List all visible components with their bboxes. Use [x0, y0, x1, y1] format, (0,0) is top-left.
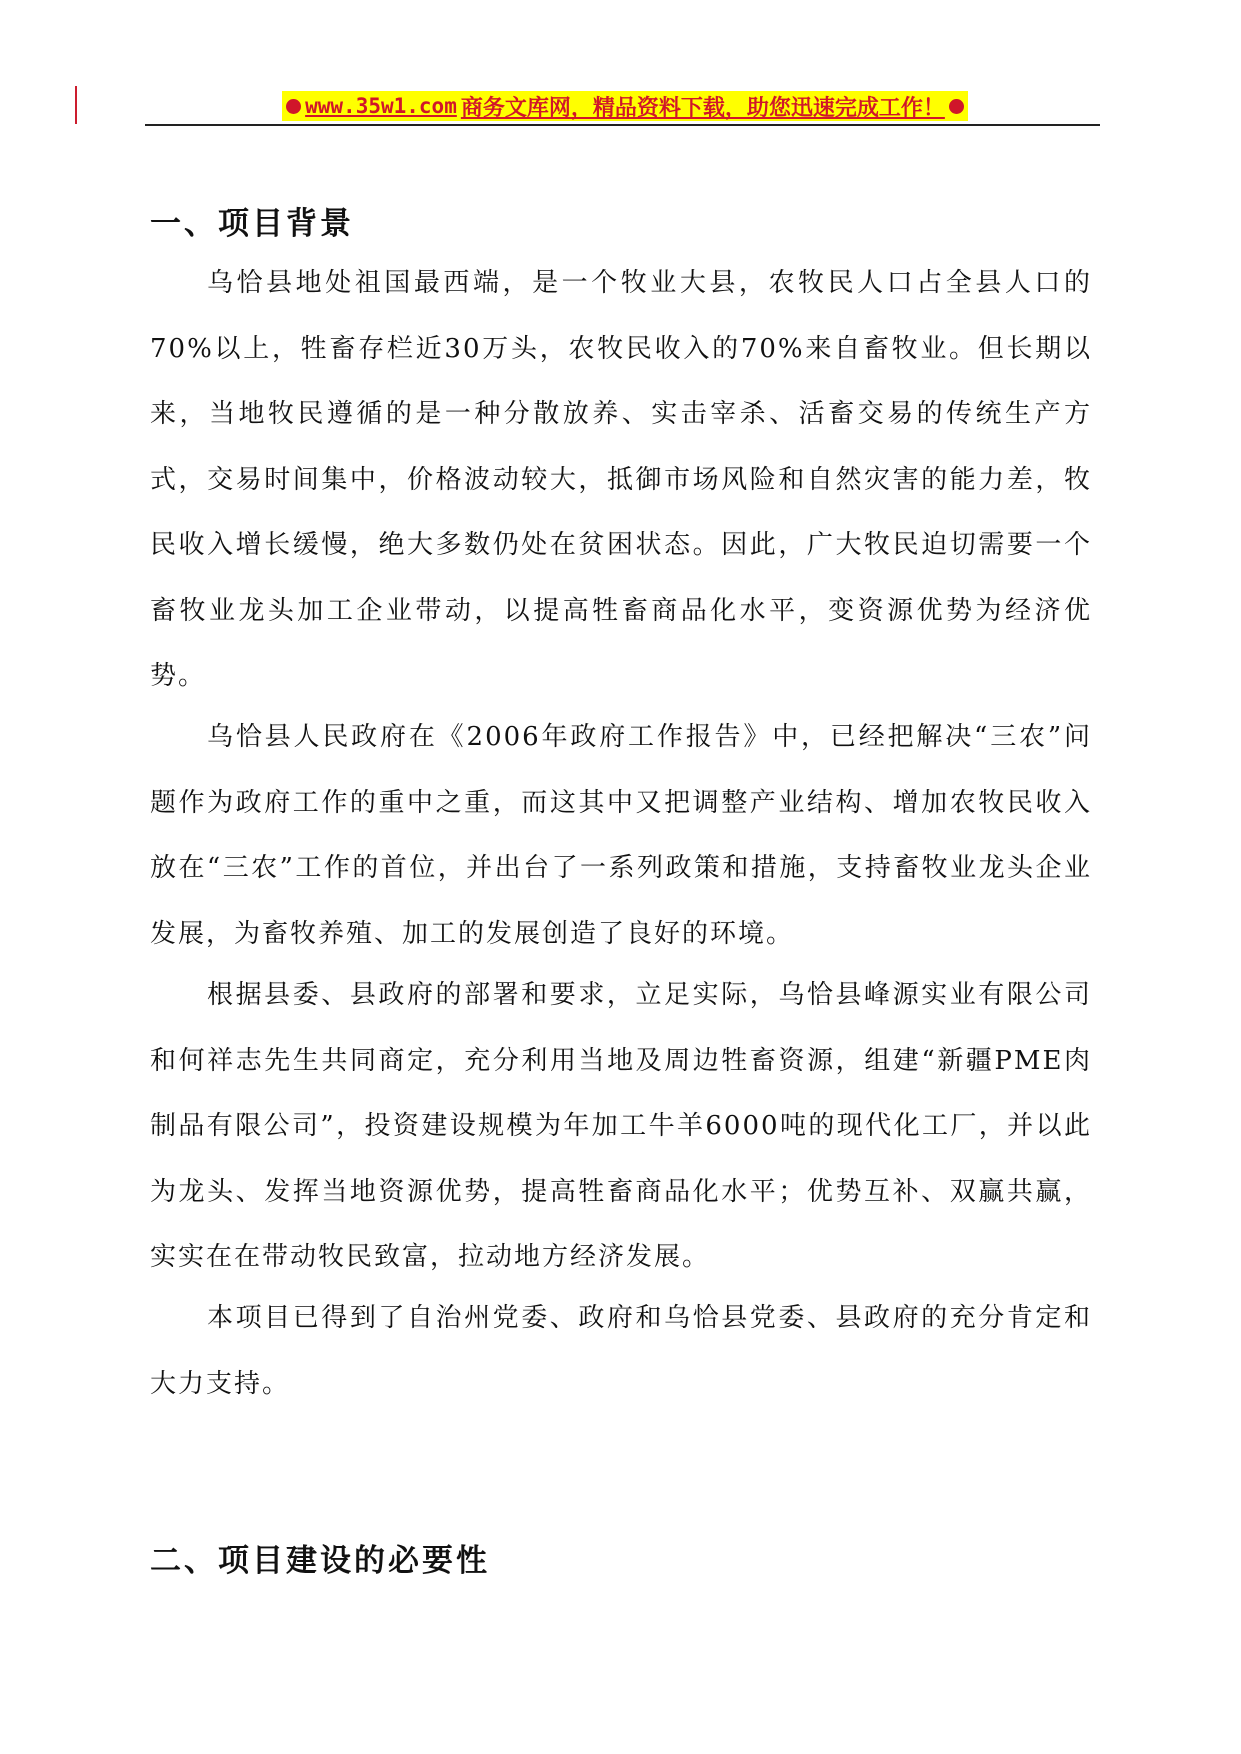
left-margin-mark — [75, 86, 77, 124]
header-slogan: 商务文库网，精品资料下载，助您迅速完成工作！ — [460, 94, 945, 121]
header-link[interactable]: www.35w1.com — [305, 94, 457, 118]
header-banner — [282, 91, 968, 121]
header-divider — [145, 124, 1100, 126]
section-heading-background: 一、项目背景 — [150, 206, 354, 242]
bullet-dot-icon — [949, 99, 964, 114]
section-heading-necessity: 二、项目建设的必要性 — [150, 1543, 490, 1579]
body-paragraph: 根据县委、县政府的部署和要求，立足实际，乌恰县峰源实业有限公司和何祥志先生共同商定，充分利用当地及周边牲畜资源，组建“新疆PME肉制品有限公司”，投资建设规模为年加工牛羊6000吨的现代化工厂，并以此为龙头、发挥当地资源优势，提高牲畜商品化水平；优势互补、双赢共赢，实实在在带动牧民致富，拉动地方经济发展。 — [150, 980, 1092, 1272]
body-paragraph: 乌恰县地处祖国最西端，是一个牧业大县，农牧民人口占全县人口的70%以上，牲畜存栏近30万头，农牧民收入的70%来自畜牧业。但长期以来，当地牧民遵循的是一种分散放养、实击宰杀、活畜交易的传统生产方式，交易时间集中，价格波动较大，抵御市场风险和自然灾害的能力差，牧民收入增长缓慢，绝大多数仍处在贫困状态。因此，广大牧民迫切需要一个畜牧业龙头加工企业带动，以提高牲畜商品化水平，变资源优势为经济优势。 — [150, 268, 1092, 691]
body-paragraph: 本项目已得到了自治州党委、政府和乌恰县党委、县政府的充分肯定和大力支持。 — [150, 1303, 1092, 1399]
body-paragraph: 乌恰县人民政府在《2006年政府工作报告》中，已经把解决“三农”问题作为政府工作的重中之重，而这其中又把调整产业结构、增加农牧民收入放在“三农”工作的首位，并出台了一系列政策和措施，支持畜牧业龙头企业发展，为畜牧养殖、加工的发展创造了良好的环境。 — [150, 722, 1092, 949]
bullet-dot-icon — [286, 99, 301, 114]
